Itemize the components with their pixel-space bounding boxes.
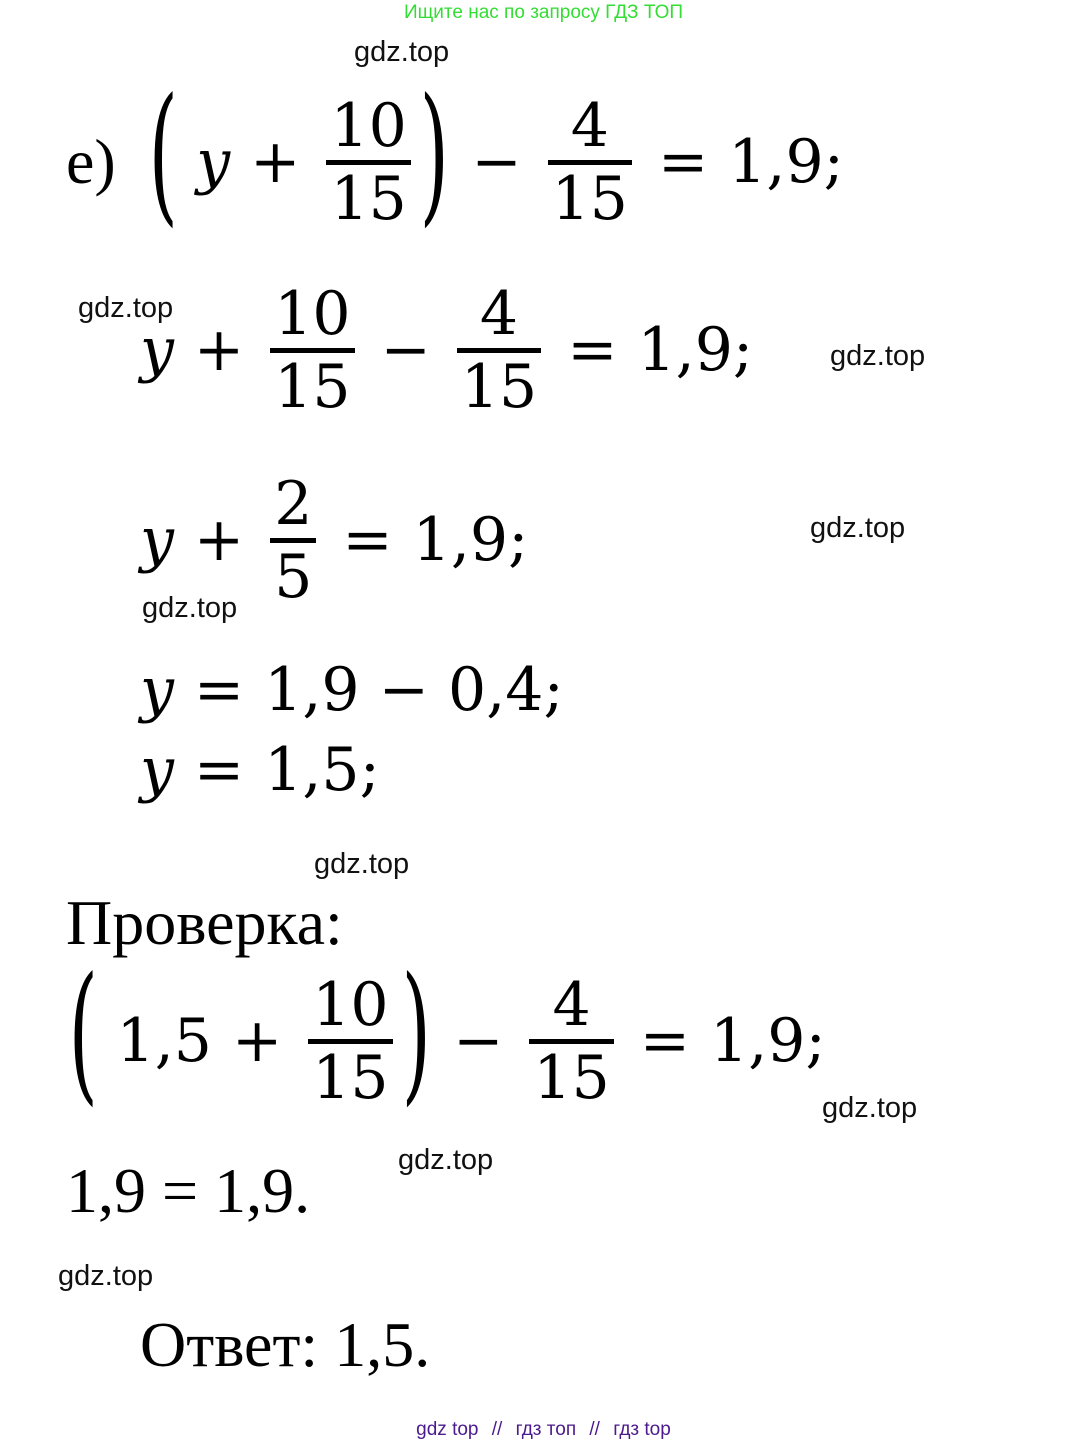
equation-line-4 [140,655,564,725]
denominator: 15 [312,1042,389,1113]
watermark: gdz.top [142,592,238,624]
check-value: 1,5 [116,1006,212,1076]
equals-sign: = [567,315,618,385]
equals-sign: = [657,127,709,197]
left-paren: ( [148,67,178,241]
footer-link[interactable]: gdz top [416,1419,479,1440]
watermark: gdz.top [354,36,450,68]
footer-link[interactable]: гдз топ [515,1419,577,1440]
equals-sign: = [342,505,393,575]
plus-sign: + [250,127,301,197]
fraction [270,278,354,422]
fraction [529,969,613,1113]
equation-line-1 [66,67,844,242]
denominator: 15 [533,1042,610,1113]
var-y: y [140,735,174,805]
fraction [548,90,632,234]
denominator: 15 [274,351,351,422]
right-paren: ) [401,946,431,1120]
numerator: 4 [570,90,609,161]
footer-link[interactable]: гдз top [613,1419,671,1440]
rhs-value: 1,9; [637,315,754,385]
fraction [270,468,316,612]
denominator: 15 [460,351,538,422]
footer-separator: // [589,1419,600,1440]
equation-line-5 [140,735,380,805]
numerator: 2 [274,468,313,539]
problem-label: е) [66,126,116,197]
rhs-value: 1,9 − 0,4; [264,655,564,725]
var-y: y [140,505,174,575]
watermark: gdz.top [822,1092,918,1124]
rhs-value: 1,5; [264,735,380,805]
var-y: y [140,655,174,725]
numerator: 10 [274,278,351,349]
numerator: 10 [330,90,407,161]
denominator: 5 [274,541,313,612]
numerator: 4 [552,969,591,1040]
fraction [457,278,541,422]
var-y: y [140,315,174,385]
watermark: gdz.top [398,1144,494,1176]
watermark: gdz.top [78,292,174,324]
numerator: 4 [479,278,519,349]
equals-sign: = [193,735,245,805]
top-banner: Ищите нас по запросу ГДЗ ТОП [403,2,684,23]
equation-line-2 [140,280,753,420]
rhs-value: 1,9; [710,1006,826,1076]
fraction [308,969,392,1113]
minus-sign: − [380,315,431,385]
var-y: y [196,127,231,197]
watermark: gdz.top [810,512,906,544]
numerator: 10 [312,969,389,1040]
right-paren: ) [419,67,449,241]
left-paren: ( [68,946,98,1120]
minus-sign: − [453,1006,504,1076]
watermark: gdz.top [830,340,926,372]
check-result: 1,9 = 1,9. [66,1155,311,1226]
plus-sign: + [231,1006,283,1076]
denominator: 15 [330,163,407,234]
denominator: 15 [551,163,628,234]
watermark: gdz.top [58,1260,154,1292]
equation-line-3 [140,470,528,610]
check-title: Проверка: [66,887,343,958]
equals-sign: = [639,1006,691,1076]
footer-separator: // [491,1419,503,1440]
plus-sign: + [193,505,245,575]
footer [0,1419,1087,1441]
fraction [326,90,410,234]
rhs-value: 1,9; [412,505,529,575]
plus-sign: + [193,315,245,385]
answer: Ответ: 1,5. [140,1309,431,1380]
rhs-value: 1,9; [728,127,844,197]
equals-sign: = [193,655,245,725]
minus-sign: − [471,127,522,197]
check-equation [66,946,826,1120]
watermark: gdz.top [314,848,410,880]
